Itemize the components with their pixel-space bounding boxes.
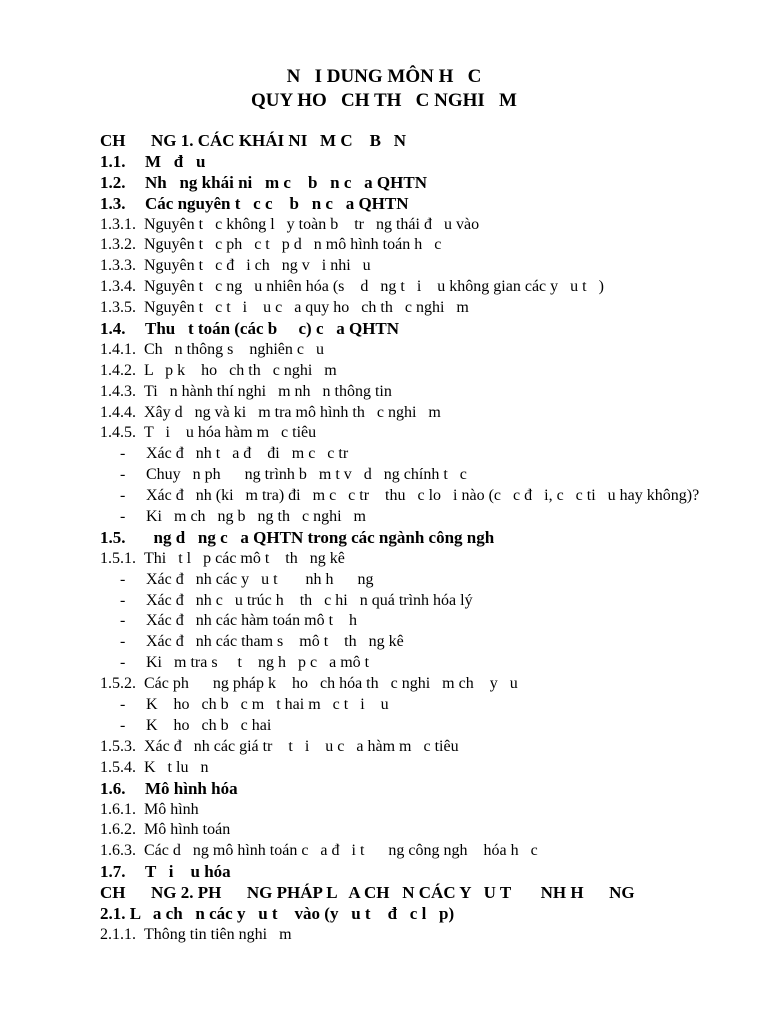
outline-line — [100, 695, 760, 716]
section-number: 1.3.2. — [100, 236, 136, 254]
section-heading-text: Ki m ch ng b ng th c nghi m — [146, 508, 366, 526]
outline-line — [100, 862, 760, 883]
section-number: 1.6.1. — [100, 800, 136, 818]
section-number: 1.3.5. — [100, 299, 136, 317]
section-heading-text: Thông tin tiên nghi m — [144, 925, 292, 943]
outline-line — [100, 570, 760, 591]
outline-line — [100, 820, 760, 841]
section-heading-text: Mô hình toán — [144, 821, 231, 839]
outline-line — [100, 779, 760, 800]
section-heading-text: Nh ng khái ni m c b n c a QHTN — [145, 172, 427, 192]
outline-line — [100, 444, 760, 465]
section-heading-text: Nguyên t c t i u c a quy ho ch th c nghi m — [144, 299, 469, 317]
section-heading-text: Xác đ nh các tham s mô t th ng kê — [146, 633, 404, 651]
bullet-marker: - — [120, 591, 126, 609]
section-heading-text: 2.1. L a ch n các y u t vào (y u t đ c l p) — [100, 903, 455, 923]
section-number: 2.1.1. — [100, 925, 136, 943]
section-heading-text: Nguyên t c đ i ch ng v i nhi u — [144, 257, 371, 275]
section-heading-text: K t lu n — [144, 758, 209, 776]
table-of-contents — [100, 131, 760, 946]
outline-line — [100, 904, 760, 925]
outline-line — [100, 423, 760, 444]
bullet-marker: - — [120, 612, 126, 630]
bullet-marker: - — [120, 654, 126, 672]
section-number: 1.5.2. — [100, 675, 136, 693]
section-heading-text: Ki m tra s t ng h p c a mô t — [146, 654, 370, 672]
outline-line — [100, 737, 760, 758]
section-heading-text: CH NG 2. PH NG PHÁP L A CH N CÁC Y U T NH H NG — [100, 883, 635, 903]
section-number: 1.7. — [100, 862, 126, 882]
section-number: 1.6.2. — [100, 821, 136, 839]
section-number: 1.3. — [100, 193, 126, 213]
section-number: 1.3.4. — [100, 278, 136, 296]
outline-line — [100, 611, 760, 632]
outline-line — [100, 298, 760, 319]
section-heading-text: Xác đ nh (ki m tra) đi m c c tr thu c lo i nào (c c đ i, c c ti u hay không)? — [146, 487, 700, 505]
outline-line — [100, 382, 760, 403]
bullet-marker: - — [120, 487, 126, 505]
section-heading-text: Xác đ nh các hàm toán mô t h — [146, 612, 358, 630]
section-heading-text: Ti n hành thí nghi m nh n thông tin — [144, 382, 392, 400]
section-heading-text: Chuy n ph ng trình b m t v d ng chính t c — [146, 466, 467, 484]
outline-line — [100, 277, 760, 298]
section-number: 1.6.3. — [100, 842, 136, 860]
section-heading-text: K ho ch b c hai — [146, 716, 272, 734]
outline-line — [100, 528, 760, 549]
outline-line — [100, 883, 760, 904]
section-number: 1.1. — [100, 151, 126, 171]
section-number: 1.3.1. — [100, 215, 136, 233]
outline-line — [100, 465, 760, 486]
outline-line — [100, 319, 760, 340]
outline-line — [100, 340, 760, 361]
outline-line — [100, 758, 760, 779]
section-heading-text: L p k ho ch th c nghi m — [144, 361, 337, 379]
section-heading-text: ng d ng c a QHTN trong các ngành công ngh — [145, 527, 495, 547]
section-number: 1.4.3. — [100, 382, 136, 400]
section-heading-text: Ch n thông s nghiên c u — [144, 340, 324, 358]
bullet-marker: - — [120, 696, 126, 714]
section-heading-text: Thi t l p các mô t th ng kê — [144, 549, 345, 567]
outline-line — [100, 841, 760, 862]
bullet-marker: - — [120, 445, 126, 463]
section-heading-text: Thu t toán (các b c) c a QHTN — [145, 319, 400, 339]
section-heading-text: Các nguyên t c c b n c a QHTN — [145, 193, 409, 213]
bullet-marker: - — [120, 466, 126, 484]
section-heading-text: Mô hình hóa — [145, 778, 238, 798]
section-heading-text: Xác đ nh các y u t nh h ng — [146, 570, 374, 588]
section-heading-text: T i u hóa — [145, 862, 231, 882]
section-heading-text: CH NG 1. CÁC KHÁI NI M C B N — [100, 131, 406, 150]
bullet-marker: - — [120, 508, 126, 526]
outline-line — [100, 486, 760, 507]
section-heading-text: Xác đ nh các giá tr t i u c a hàm m c tiêu — [144, 737, 459, 755]
outline-line — [100, 632, 760, 653]
section-number: 1.5.4. — [100, 758, 136, 776]
section-heading-text: Nguyên t c ng u nhiên hóa (s d ng t i u không gian các y u t ) — [144, 278, 604, 296]
document-title: N I DUNG MÔN H C — [286, 66, 482, 87]
section-number: 1.4.1. — [100, 340, 136, 358]
bullet-marker: - — [120, 570, 126, 588]
outline-line — [100, 591, 760, 612]
outline-line — [100, 215, 760, 236]
section-number: 1.4.4. — [100, 403, 136, 421]
outline-line — [100, 131, 760, 152]
section-number: 1.2. — [100, 172, 126, 192]
section-number: 1.5.1. — [100, 549, 136, 567]
section-number: 1.4.2. — [100, 361, 136, 379]
outline-line — [100, 403, 760, 424]
section-heading-text: Xây d ng và ki m tra mô hình th c nghi m — [144, 403, 441, 421]
section-heading-text: Nguyên t c không l y toàn b tr ng thái đ u vào — [144, 215, 480, 233]
outline-line — [100, 674, 760, 695]
outline-line — [100, 235, 760, 256]
section-number: 1.5. — [100, 527, 126, 547]
section-heading-text: Xác đ nh t a đ đi m c c tr — [146, 445, 349, 463]
outline-line — [100, 194, 760, 215]
outline-line — [100, 173, 760, 194]
outline-line — [100, 256, 760, 277]
section-heading-text: Nguyên t c ph c t p d n mô hình toán h c — [144, 236, 442, 254]
outline-line — [100, 152, 760, 173]
outline-line — [100, 716, 760, 737]
section-number: 1.4.5. — [100, 424, 136, 442]
outline-line — [100, 549, 760, 570]
section-heading-text: T i u hóa hàm m c tiêu — [144, 424, 317, 442]
bullet-marker: - — [120, 633, 126, 651]
document-subtitle: QUY HO CH TH C NGHI M — [250, 90, 517, 111]
outline-line — [100, 800, 760, 821]
outline-line — [100, 653, 760, 674]
section-heading-text: Các ph ng pháp k ho ch hóa th c nghi m ch y u — [144, 675, 518, 693]
section-number: 1.6. — [100, 778, 126, 798]
section-number: 1.5.3. — [100, 737, 136, 755]
section-heading-text: Xác đ nh c u trúc h th c hi n quá trình hóa lý — [146, 591, 473, 609]
section-heading-text: Mô hình — [144, 800, 199, 818]
section-heading-text: M đ u — [145, 151, 206, 171]
outline-line — [100, 361, 760, 382]
bullet-marker: - — [120, 716, 126, 734]
section-number: 1.3.3. — [100, 257, 136, 275]
section-heading-text: K ho ch b c m t hai m c t i u — [146, 696, 389, 714]
section-heading-text: Các d ng mô hình toán c a đ i t ng công ngh hóa h c — [144, 842, 538, 860]
section-number: 1.4. — [100, 319, 126, 339]
outline-line — [100, 507, 760, 528]
outline-line — [100, 925, 760, 946]
